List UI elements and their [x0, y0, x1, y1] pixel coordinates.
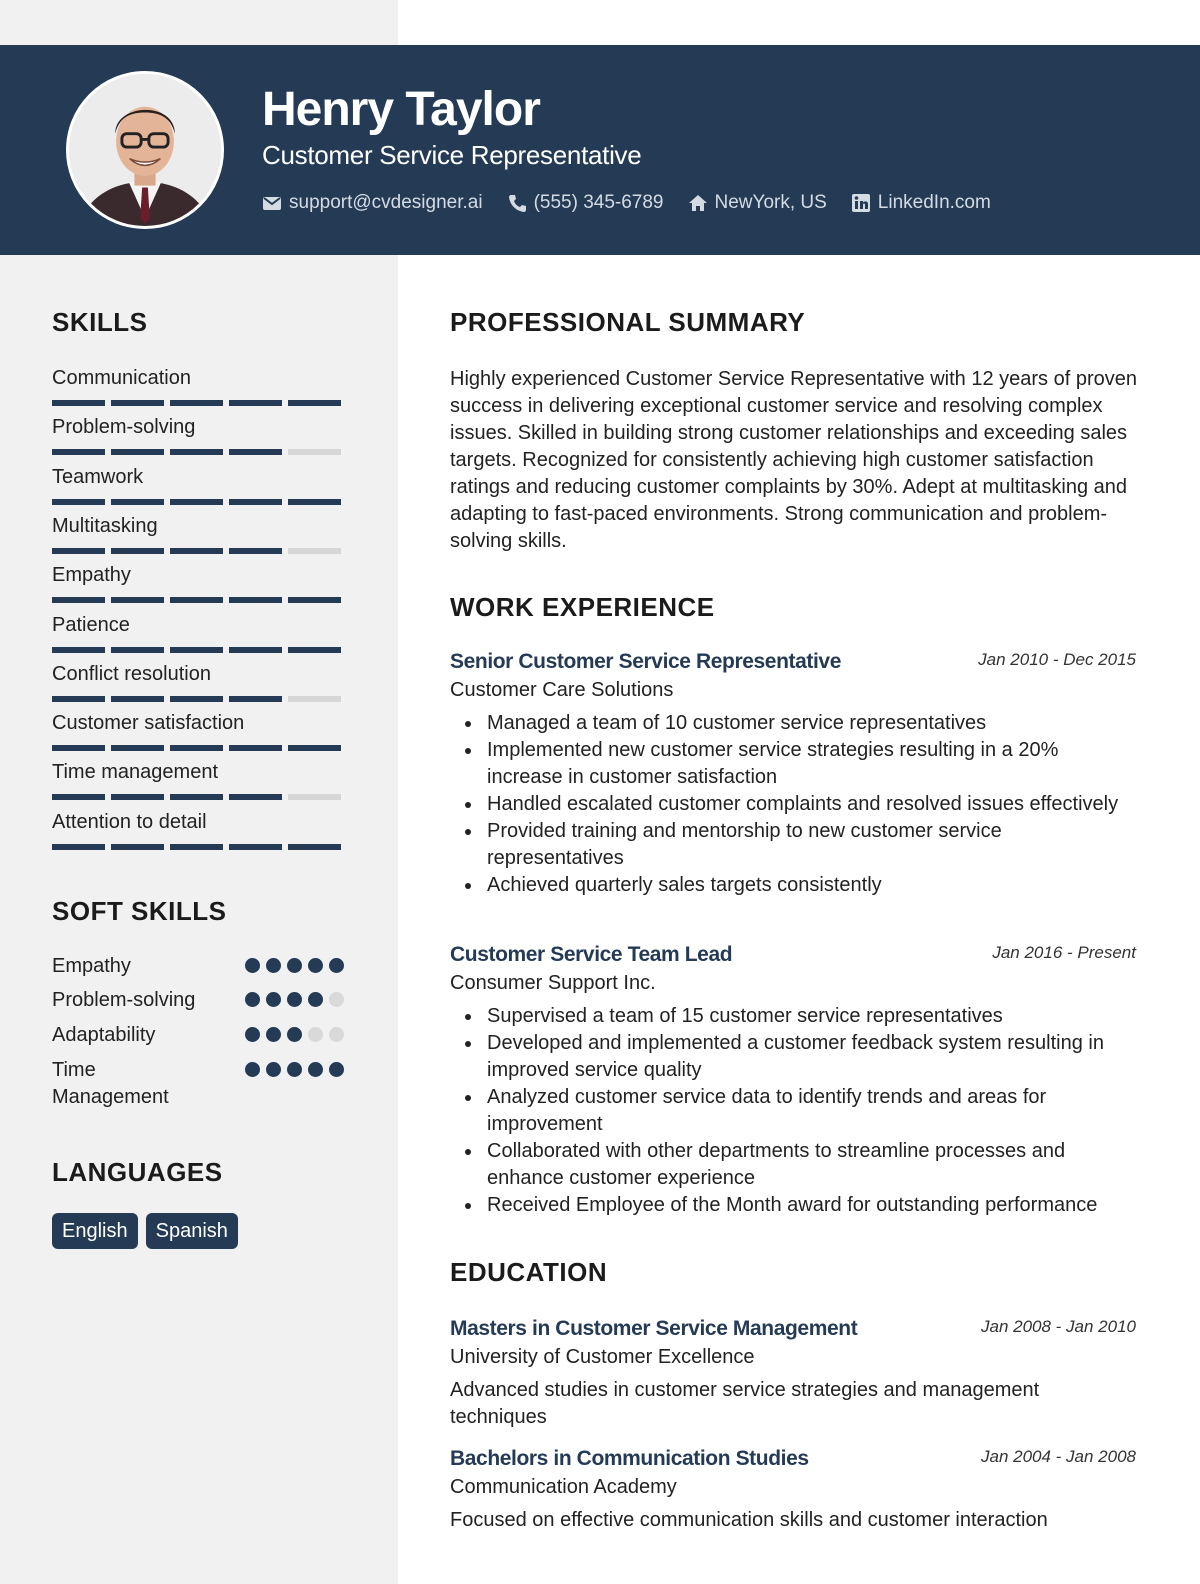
rating-dot	[245, 1062, 260, 1077]
contact-email[interactable]	[262, 192, 483, 214]
skill-level-bar	[52, 745, 346, 751]
phone-icon	[507, 193, 527, 213]
skill-level-segment	[52, 844, 105, 850]
job-bullets	[450, 1003, 1136, 1219]
summary-text: Highly experienced Customer Service Representative with 12 years of proven success in delivering exceptional customer service and resolving complex issues. Skilled in building strong customer relationships and exceeding sales targets. Recognized for consistently achieving high customer satisfaction ratings and reducing customer complaints by 30%. Adept at multitasking and adapting to fast-paced environments. Strong communication and problem-solving skills.	[450, 368, 1138, 552]
soft-skill-rating	[245, 1027, 344, 1042]
skill-level-segment	[229, 449, 282, 455]
skill-level-segment	[52, 499, 105, 505]
skill-level-segment	[170, 597, 223, 603]
skill-label: Problem-solving	[52, 416, 196, 439]
skill-level-segment	[229, 745, 282, 751]
skill-level-segment	[288, 844, 341, 850]
job-title: Senior Customer Service Representative	[450, 650, 841, 673]
skill-label: Customer satisfaction	[52, 712, 245, 735]
contact-linkedin-text: LinkedIn.com	[877, 192, 991, 213]
soft-skill-rating	[245, 992, 344, 1007]
skill-item	[52, 415, 346, 455]
skill-level-segment	[170, 400, 223, 406]
skill-item	[52, 366, 346, 406]
job-bullet: Provided training and mentorship to new customer service representatives	[450, 818, 1136, 872]
skill-level-segment	[52, 400, 105, 406]
job-title: Customer Service Team Lead	[450, 943, 733, 966]
skill-level-segment	[229, 696, 282, 702]
skill-level-segment	[229, 548, 282, 554]
skill-level-segment	[170, 745, 223, 751]
skill-level-segment	[111, 844, 164, 850]
degree-date: Jan 2004 - Jan 2008	[980, 1447, 1136, 1466]
soft-skill-item	[52, 1022, 346, 1049]
skill-level-segment	[229, 597, 282, 603]
skill-level-segment	[111, 647, 164, 653]
rating-dot	[287, 1062, 302, 1077]
language-badge: Spanish	[146, 1213, 238, 1249]
job-bullet: Analyzed customer service data to identify trends and areas for improvement	[450, 1084, 1136, 1138]
contact-phone-text: (555) 345-6789	[533, 192, 664, 213]
rating-dot	[308, 958, 323, 973]
candidate-name: Henry Taylor	[262, 83, 540, 136]
contact-location[interactable]	[688, 192, 827, 214]
job-bullet: Developed and implemented a customer feedback system resulting in improved service quality	[450, 1030, 1136, 1084]
skill-level-segment	[229, 794, 282, 800]
candidate-title: Customer Service Representative	[262, 140, 642, 170]
skill-item	[52, 760, 346, 800]
skill-level-segment	[111, 400, 164, 406]
language-badge: English	[52, 1213, 138, 1249]
skill-level-segment	[111, 794, 164, 800]
skill-label: Attention to detail	[52, 810, 207, 833]
home-icon	[688, 193, 708, 213]
skill-level-bar	[52, 597, 346, 603]
skill-level-segment	[111, 499, 164, 505]
degree-title: Bachelors in Communication Studies	[450, 1447, 809, 1470]
skill-level-segment	[52, 647, 105, 653]
job-date: Jan 2010 - Dec 2015	[978, 650, 1136, 669]
job-entry	[450, 648, 1136, 899]
skill-level-segment	[288, 548, 341, 554]
envelope-icon	[262, 193, 282, 213]
soft-skill-label: Empathy	[52, 955, 131, 977]
skill-level-segment	[288, 745, 341, 751]
rating-dot	[308, 992, 323, 1007]
rating-dot	[266, 958, 281, 973]
soft-skills-heading: SOFT SKILLS	[52, 896, 227, 926]
rating-dot	[329, 958, 344, 973]
rating-dot	[245, 958, 260, 973]
skill-level-bar	[52, 794, 346, 800]
skill-label: Time management	[52, 761, 218, 784]
skill-level-segment	[170, 499, 223, 505]
rating-dot	[308, 1027, 323, 1042]
skill-label: Teamwork	[52, 465, 144, 488]
contact-linkedin[interactable]	[851, 192, 991, 214]
job-bullet: Collaborated with other departments to streamline processes and enhance customer experience	[450, 1138, 1136, 1192]
rating-dot	[329, 992, 344, 1007]
skill-level-segment	[288, 696, 341, 702]
skill-item	[52, 613, 346, 653]
languages-heading: LANGUAGES	[52, 1157, 223, 1187]
skill-item	[52, 514, 346, 554]
contact-email-text: support@cvdesigner.ai	[289, 192, 483, 213]
contact-location-text: NewYork, US	[714, 192, 827, 213]
skill-level-segment	[111, 548, 164, 554]
education-heading: EDUCATION	[450, 1257, 608, 1287]
skill-level-segment	[111, 696, 164, 702]
rating-dot	[329, 1062, 344, 1077]
rating-dot	[245, 992, 260, 1007]
skill-level-segment	[170, 647, 223, 653]
rating-dot	[308, 1062, 323, 1077]
skill-level-segment	[229, 844, 282, 850]
skill-level-segment	[288, 400, 341, 406]
skill-item	[52, 711, 346, 751]
degree-title: Masters in Customer Service Management	[450, 1317, 858, 1340]
soft-skill-rating	[245, 1062, 344, 1077]
skill-level-segment	[111, 597, 164, 603]
skill-item	[52, 662, 346, 702]
school-name: University of Customer Excellence	[450, 1346, 755, 1368]
skill-label: Conflict resolution	[52, 662, 211, 685]
skill-item	[52, 563, 346, 603]
rating-dot	[266, 1062, 281, 1077]
soft-skill-rating	[245, 958, 344, 973]
rating-dot	[329, 1027, 344, 1042]
skill-level-segment	[288, 449, 341, 455]
skill-level-segment	[52, 696, 105, 702]
skill-level-segment	[52, 745, 105, 751]
skill-label: Multitasking	[52, 514, 158, 537]
experience-heading: WORK EXPERIENCE	[450, 592, 715, 622]
linkedin-icon	[851, 193, 871, 213]
soft-skill-item	[52, 953, 346, 980]
skill-level-segment	[229, 400, 282, 406]
skill-item	[52, 810, 346, 850]
skill-level-bar	[52, 400, 346, 406]
skill-level-segment	[170, 449, 223, 455]
profile-photo	[66, 71, 224, 229]
rating-dot	[245, 1027, 260, 1042]
rating-dot	[287, 1027, 302, 1042]
job-bullet: Managed a team of 10 customer service representatives	[450, 710, 1136, 737]
skill-item	[52, 465, 346, 505]
skill-level-segment	[170, 696, 223, 702]
job-entry	[450, 941, 1136, 1219]
skill-level-segment	[111, 745, 164, 751]
rating-dot	[287, 992, 302, 1007]
job-company: Consumer Support Inc.	[450, 972, 656, 994]
job-bullet: Achieved quarterly sales targets consistently	[450, 872, 1136, 899]
skill-label: Communication	[52, 367, 191, 389]
skill-label: Patience	[52, 613, 130, 636]
summary-heading: PROFESSIONAL SUMMARY	[450, 307, 806, 337]
skill-level-bar	[52, 548, 346, 554]
skill-label: Empathy	[52, 564, 131, 587]
soft-skill-label: Problem-solving	[52, 989, 196, 1011]
rating-dot	[266, 1027, 281, 1042]
skill-level-segment	[288, 597, 341, 603]
skill-level-segment	[170, 844, 223, 850]
school-name: Communication Academy	[450, 1476, 677, 1498]
contact-phone[interactable]	[507, 192, 664, 214]
skill-level-segment	[52, 449, 105, 455]
contact-bar	[262, 188, 1015, 218]
skill-level-bar	[52, 844, 346, 850]
job-bullet: Handled escalated customer complaints and resolved issues effectively	[450, 791, 1136, 818]
rating-dot	[266, 992, 281, 1007]
skill-level-segment	[288, 647, 341, 653]
education-entry	[450, 1445, 1136, 1534]
languages-list	[52, 1213, 238, 1249]
skill-level-segment	[170, 794, 223, 800]
soft-skill-label: Adaptability	[52, 1024, 156, 1046]
skill-level-segment	[111, 449, 164, 455]
job-company: Customer Care Solutions	[450, 679, 674, 701]
skill-level-segment	[170, 548, 223, 554]
rating-dot	[287, 958, 302, 973]
soft-skill-item	[52, 987, 346, 1014]
job-bullet: Received Employee of the Month award for outstanding performance	[450, 1192, 1136, 1219]
degree-description: Advanced studies in customer service strategies and management techniques	[450, 1379, 1040, 1428]
job-bullets	[450, 710, 1136, 899]
skill-level-segment	[229, 499, 282, 505]
skill-level-segment	[288, 499, 341, 505]
soft-skill-item	[52, 1057, 346, 1111]
skill-level-segment	[229, 647, 282, 653]
education-entry	[450, 1315, 1136, 1431]
skill-level-bar	[52, 499, 346, 505]
skill-level-segment	[52, 548, 105, 554]
job-date: Jan 2016 - Present	[992, 943, 1136, 962]
degree-date: Jan 2008 - Jan 2010	[980, 1317, 1136, 1336]
skill-level-segment	[52, 794, 105, 800]
skill-level-bar	[52, 449, 346, 455]
degree-description: Focused on effective communication skills and customer interaction	[450, 1509, 1048, 1531]
skill-level-bar	[52, 647, 346, 653]
job-bullet: Supervised a team of 15 customer service representatives	[450, 1003, 1136, 1030]
skill-level-segment	[288, 794, 341, 800]
job-bullet: Implemented new customer service strategies resulting in a 20% increase in customer satisfaction	[450, 737, 1136, 791]
skill-level-segment	[52, 597, 105, 603]
skill-level-bar	[52, 696, 346, 702]
soft-skill-label: Time Management	[52, 1059, 169, 1108]
skills-heading: SKILLS	[52, 307, 148, 337]
